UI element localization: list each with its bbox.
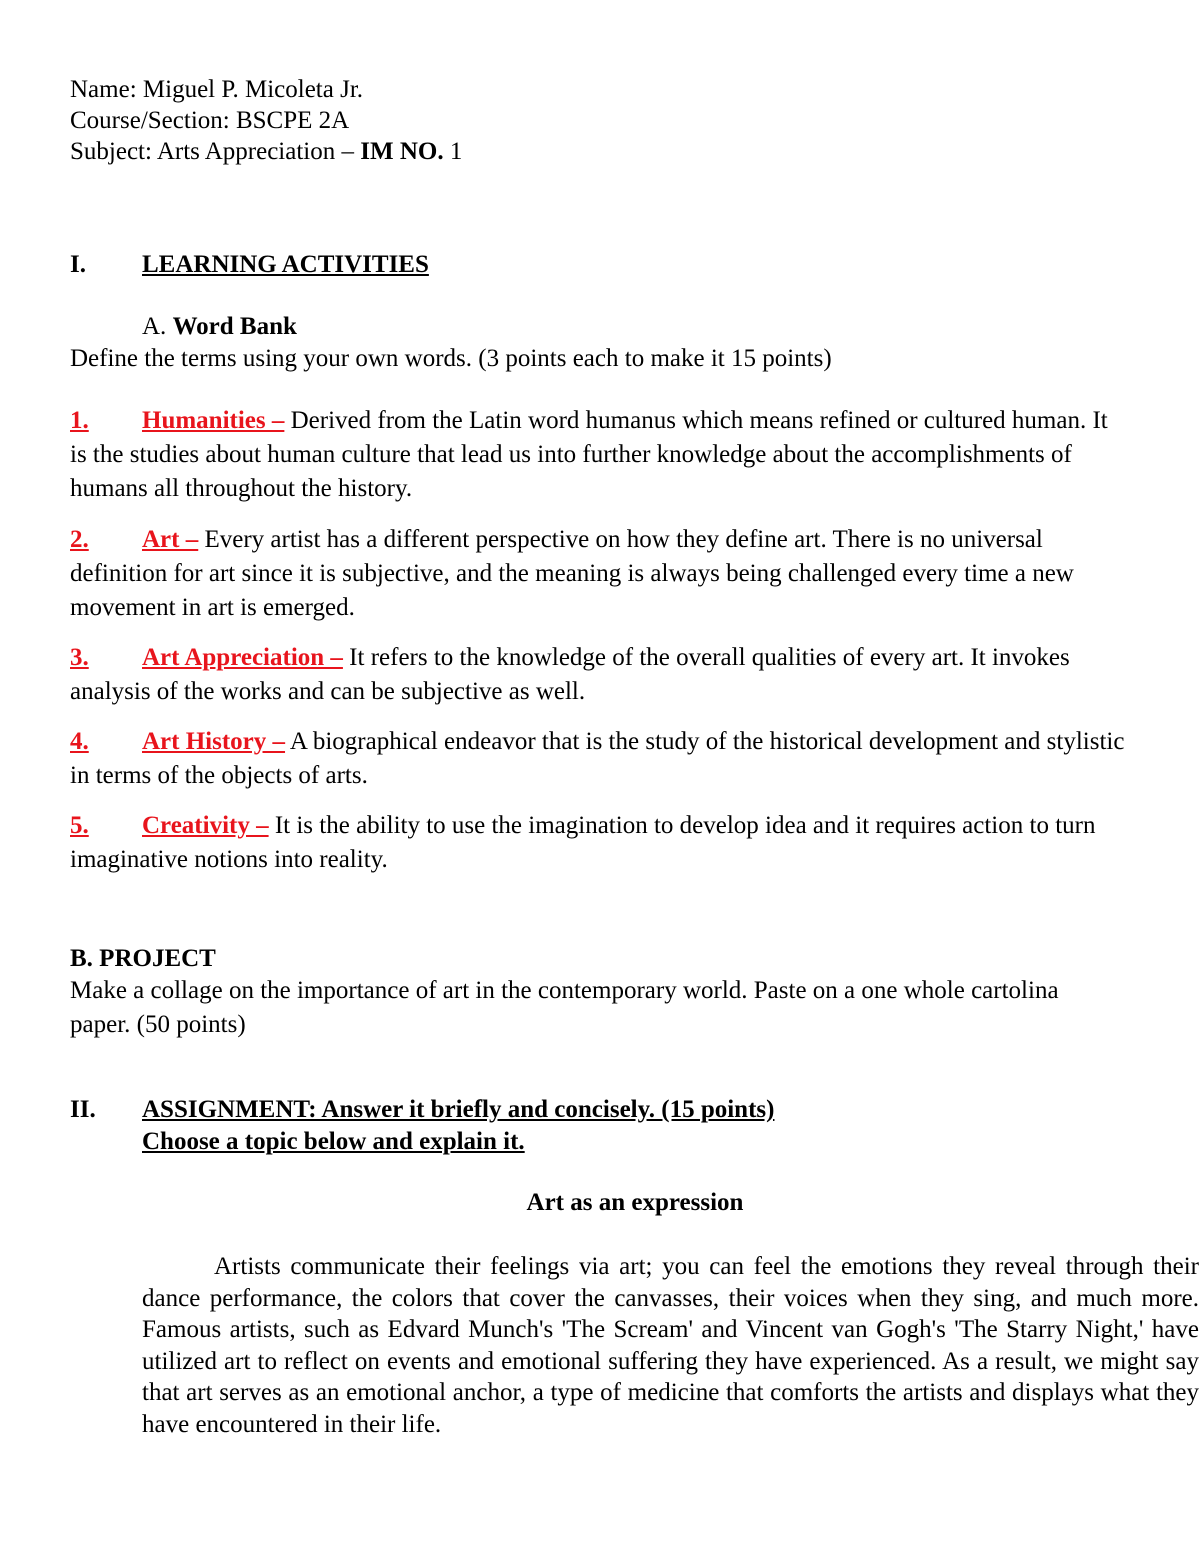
section2-numeral: II. [70,1096,96,1123]
part-a-instructions: Define the terms using your own words. (3 points each to make it 15 points) [70,345,832,372]
term-number: 5. [70,812,89,839]
section1-title: LEARNING ACTIVITIES [142,251,429,278]
essay-title: Art as an expression [526,1189,744,1216]
name-line [70,73,363,107]
term-item [70,641,1130,709]
subject-line [70,135,462,169]
term-number: 4. [70,728,89,755]
term-definition: Every artist has a different perspective on how they define art. There is no universal definition for art since it is subjective, and the meaning is always being challenged every time a new movement in art is emerged. [70,526,1074,621]
course-label: Course/Section: [70,107,230,134]
term-item [70,523,1130,625]
im-label: IM NO. [360,138,444,165]
subject-value: Arts Appreciation – [156,138,354,165]
section1-numeral: I. [70,251,86,278]
term-number: 2. [70,526,89,553]
term-item [70,725,1130,793]
subject-label: Subject: [70,138,152,165]
term-number: 1. [70,407,89,434]
essay-body: Artists communicate their feelings via art; you can feel the emotions they reveal through their dance performance, the colors that cover the canvasses, their voices when they sing, and much more. Famous artists, such as Edvard Munch's 'The Scream' and Vincent van Gogh's 'The Starry Night,' have utilized art to reflect on events and emotional suffering they have experienced. As a result, we might say that art serves as an emotional anchor, a type of medicine that comforts the artists and displays what they have encountered in their life. [142,1253,1199,1438]
im-number: 1 [449,138,463,165]
section2-title-line2: Choose a topic below and explain it. [142,1128,525,1155]
term-name: Art – [142,526,199,553]
term-name: Humanities – [142,407,285,434]
course-value: BSCPE 2A [235,107,350,134]
term-definition: Derived from the Latin word humanus which means refined or cultured human. It is the studies about human culture that lead us into further knowledge about the accomplishments of humans all throughout the history. [70,407,1108,502]
term-item [70,809,1130,877]
part-a-title: Word Bank [172,313,297,340]
part-b-text: Make a collage on the importance of art in the contemporary world. Paste on a one whole cartolina paper. (50 points) [70,977,1059,1038]
term-name: Art Appreciation – [142,644,343,671]
part-b-title: B. PROJECT [70,945,216,972]
part-a-heading [142,310,297,344]
name-value: Miguel P. Micoleta Jr. [142,76,364,103]
term-definition: It refers to the knowledge of the overall qualities of every art. It invokes analysis of the works and can be subjective as well. [70,644,1070,705]
term-number: 3. [70,644,89,671]
term-definition: It is the ability to use the imagination to develop idea and it requires action to turn imaginative notions into reality. [70,812,1096,873]
course-line [70,104,349,138]
term-name: Creativity – [142,812,269,839]
section2-title-line1: ASSIGNMENT: Answer it briefly and concisely. (15 points) [142,1096,775,1123]
term-definition: A biographical endeavor that is the study of the historical development and stylistic in terms of the objects of arts. [70,728,1125,789]
term-name: Art History – [142,728,286,755]
name-label: Name: [70,76,137,103]
part-a-letter: A. [142,313,167,340]
term-item [70,404,1130,506]
